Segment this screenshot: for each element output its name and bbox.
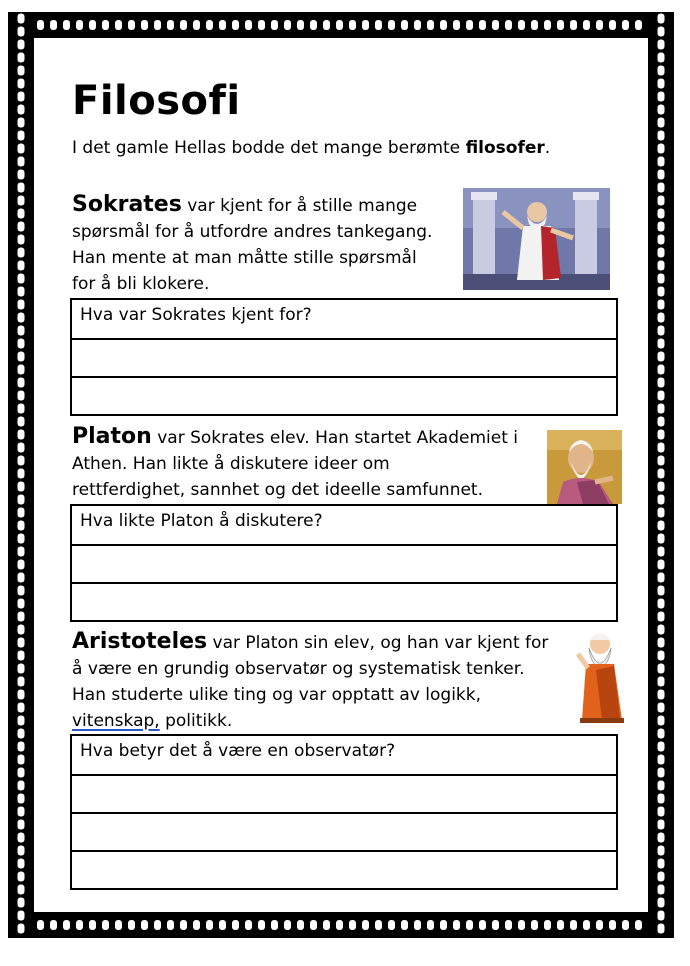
sokrates-question: Hva var Sokrates kjent for? — [80, 305, 312, 325]
page-title: Filosofi — [72, 78, 241, 124]
sokrates-answer-line-2[interactable] — [72, 376, 616, 414]
sokrates-line-3: Han mente at man måtte stille spørsmål — [72, 248, 417, 268]
platon-answer-line-2[interactable] — [72, 582, 616, 620]
aristoteles-line-2: å være en grundig observatør og systematisk tenker. — [72, 659, 525, 679]
platon-question-box — [70, 504, 618, 622]
intro-text — [72, 136, 550, 160]
platon-answer-line-1[interactable] — [72, 544, 616, 582]
platon-line-3: rettferdighet, sannhet og det ideelle samfunnet. — [72, 480, 484, 500]
platon-name: Platon — [72, 424, 152, 449]
page-border-bottom — [8, 912, 674, 938]
page-border-left — [8, 12, 34, 938]
intro-text-start: I det gamle Hellas bodde det mange berømte — [72, 138, 466, 158]
page-border-right — [648, 12, 674, 938]
sokrates-question-box — [70, 298, 618, 416]
aristoteles-illustration-icon — [574, 630, 630, 724]
vitenskap-link[interactable]: vitenskap, — [72, 711, 160, 731]
aristoteles-answer-line-1[interactable] — [72, 774, 616, 812]
aristoteles-question: Hva betyr det å være en observatør? — [80, 741, 396, 761]
sokrates-name: Sokrates — [72, 192, 182, 217]
platon-line-1: var Sokrates elev. Han startet Akademiet i — [151, 428, 518, 448]
platon-illustration-icon — [547, 430, 622, 504]
intro-text-end: . — [544, 138, 551, 158]
aristoteles-line-1: var Platon sin elev, og han var kjent for — [207, 633, 549, 653]
aristoteles-line-4-rest: politikk. — [159, 711, 233, 731]
sokrates-line-4: for å bli klokere. — [72, 274, 210, 294]
sokrates-answer-line-1[interactable] — [72, 338, 616, 376]
sokrates-illustration-icon — [463, 188, 610, 290]
platon-question: Hva likte Platon å diskutere? — [80, 511, 323, 531]
sokrates-text — [72, 192, 462, 297]
aristoteles-question-box — [70, 734, 618, 890]
sokrates-line-1: var kjent for å stille mange — [181, 196, 418, 216]
platon-line-2: Athen. Han likte å diskutere ideer om — [72, 454, 390, 474]
platon-text — [72, 424, 552, 503]
aristoteles-name: Aristoteles — [72, 629, 208, 654]
aristoteles-line-4 — [72, 708, 572, 734]
aristoteles-answer-line-2[interactable] — [72, 812, 616, 850]
aristoteles-answer-line-3[interactable] — [72, 850, 616, 888]
intro-text-bold: filosofer — [465, 138, 545, 158]
sokrates-line-2: spørsmål for å utfordre andres tankegang. — [72, 222, 433, 242]
page-border-top — [8, 12, 674, 38]
aristoteles-text — [72, 629, 572, 734]
aristoteles-line-3: Han studerte ulike ting og var opptatt av logikk, — [72, 685, 482, 705]
